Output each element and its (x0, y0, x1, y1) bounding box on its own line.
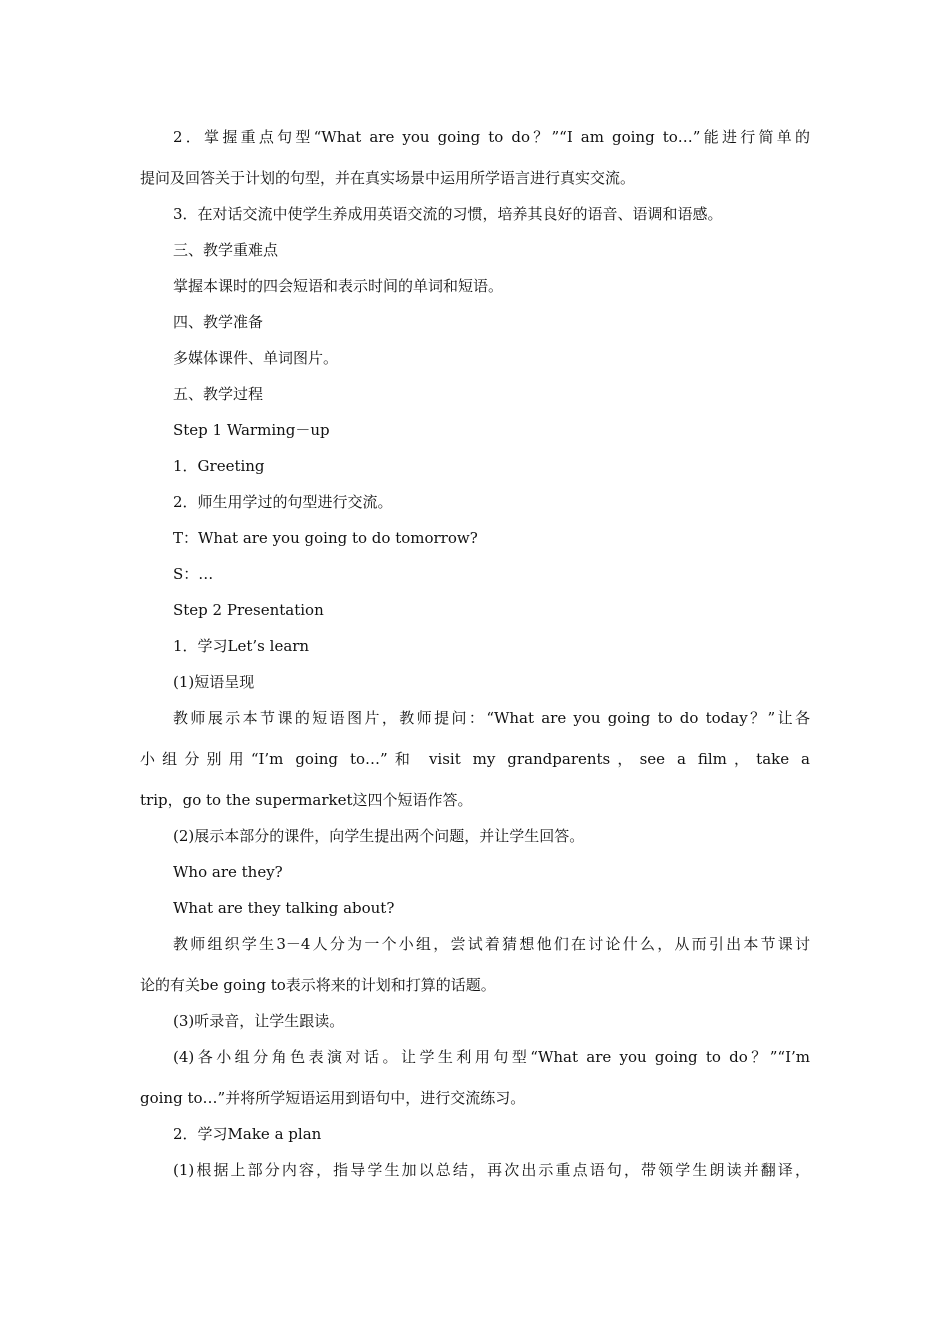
objective-3: 3．在对话交流中使学生养成用英语交流的习惯，培养其良好的语音、语调和语感。 (173, 205, 723, 223)
step-1-heading: Step 1 Warming－up (173, 421, 330, 439)
paragraph-b-line-1: 教师组织学生3－4人分为一个小组，尝试着猜想他们在讨论什么，从而引出本节课讨 (173, 935, 810, 953)
paragraph-a-line-2: 小组分别用“I’m going to…”和 visit my grandparents，see a film，take a (140, 750, 810, 768)
dialogue-teacher: T：What are you going to do tomorrow? (173, 529, 478, 547)
question-1: Who are they? (173, 863, 283, 881)
step-2-item-1: 1．学习Let’s learn (173, 637, 310, 655)
objective-2-line-1: 2．掌握重点句型“What are you going to do？”“I am going to…”能进行简单的 (173, 128, 810, 146)
objective-2-line-2: 提问及回答关于计划的句型，并在真实场景中运用所学语言进行真实交流。 (140, 169, 636, 187)
sub-item-1: (1)短语呈现 (173, 673, 255, 691)
paragraph-a-line-3: trip，go to the supermarket这四个短语作答。 (140, 791, 473, 809)
sub-item-2: (2)展示本部分的课件，向学生提出两个问题，并让学生回答。 (173, 827, 585, 845)
sub-item-3: (3)听录音，让学生跟读。 (173, 1012, 345, 1030)
section-heading-process: 五、教学过程 (173, 385, 264, 403)
step-2-heading: Step 2 Presentation (173, 601, 324, 619)
question-2: What are they talking about? (173, 899, 395, 917)
section-heading-preparation: 四、教学准备 (173, 313, 264, 331)
section-heading-key-points: 三、教学重难点 (173, 241, 279, 259)
sub-item-5: (1)根据上部分内容，指导学生加以总结，再次出示重点语句，带领学生朗读并翻译， (173, 1161, 810, 1179)
preparation-text: 多媒体课件、单词图片。 (173, 349, 339, 367)
paragraph-b-line-2: 论的有关be going to表示将来的计划和打算的话题。 (140, 976, 496, 994)
dialogue-student: S：… (173, 565, 214, 583)
step-1-item-1: 1．Greeting (173, 457, 265, 475)
sub-item-4-line-1: (4)各小组分角色表演对话。让学生利用句型“What are you going to do？”“I’m (173, 1048, 810, 1066)
step-1-item-2: 2．师生用学过的句型进行交流。 (173, 493, 393, 511)
key-points-text: 掌握本课时的四会短语和表示时间的单词和短语。 (173, 277, 504, 295)
step-2-item-2: 2．学习Make a plan (173, 1125, 322, 1143)
sub-item-4-line-2: going to…”并将所学短语运用到语句中，进行交流练习。 (140, 1089, 526, 1107)
paragraph-a-line-1: 教师展示本节课的短语图片，教师提问：“What are you going to do today？”让各 (173, 709, 810, 727)
